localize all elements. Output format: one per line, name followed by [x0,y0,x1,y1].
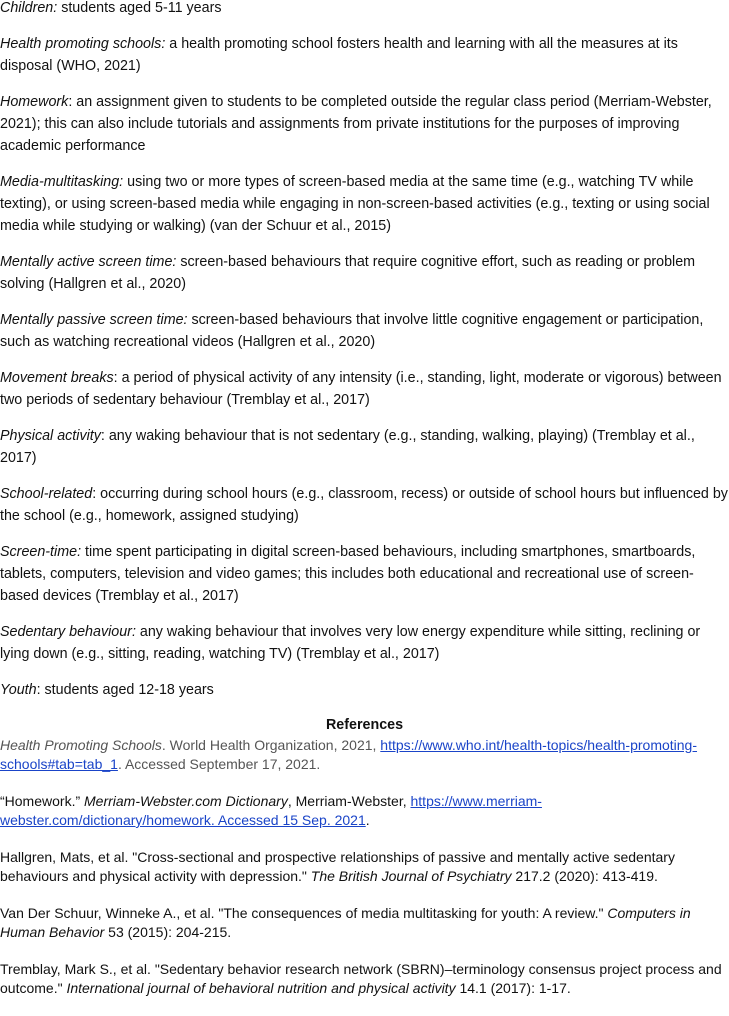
definition-homework [0,91,729,157]
definition-health-promoting-schools [0,33,729,77]
reference-text: Van Der Schuur, Winneke A., et al. "The consequences of media multitasking for youth: A review." [0,905,608,921]
definition-text: a health promoting school fosters health and learning with all the measures at its disposal (WHO, 2021) [0,36,678,74]
definition-children [0,0,729,19]
reference-text: “Homework.” [0,793,85,809]
reference-text: . [365,812,370,828]
reference-text: 217.2 (2020): 413-419. [511,868,658,884]
definition-physical-activity [0,425,729,469]
definition-text: : occurring during school hours (e.g., classroom, recess) or outside of school hours but influenced by the school (e.g., homework, assigned studying) [0,486,728,524]
term: Physical activity [0,428,101,444]
reference-text: , Merriam-Webster, [287,793,411,809]
reference-text: 14.1 (2017): 1-17. [455,980,571,996]
definition-screen-time [0,541,729,607]
term: Mentally active screen time: [0,254,177,270]
definition-text: : any waking behaviour that is not sedentary (e.g., standing, walking, playing) (Tremblay et al., 2017) [0,428,695,466]
term: Youth [0,682,37,698]
reference-journal: International journal of behavioral nutrition and physical activity [66,980,456,996]
reference-text: Hallgren, Mats, et al. "Cross-sectional and prospective relationships of passive and mentally active sedentary behaviours and physical activity with depression." [0,849,675,884]
reference-journal: The British Journal of Psychiatry [310,868,512,884]
definition-mentally-active-screen-time [0,251,729,295]
definition-mentally-passive-screen-time [0,309,729,353]
definition-text: : an assignment given to students to be completed outside the regular class period (Merriam-Webster, 2021); this can also include tutorials and assignments from private institutions for the purposes of improving academic performance [0,94,712,154]
definition-text: : students aged 12-18 years [36,682,214,698]
term: Homework [0,94,69,110]
term: Health promoting schools: [0,36,166,52]
reference-merriam-webster [0,792,729,830]
reference-title: Health Promoting Schools [0,737,162,753]
definition-sedentary-behaviour [0,621,729,665]
term: Sedentary behaviour: [0,624,136,640]
definition-text: : a period of physical activity of any intensity (i.e., standing, light, moderate or vigorous) between two periods of sedentary behaviour (Tremblay et al., 2017) [0,370,722,408]
reference-text: . World Health Organization, 2021, [161,737,381,753]
reference-van-der-schuur [0,904,729,942]
reference-text: . Accessed September 17, 2021. [117,756,321,772]
reference-text: 53 (2015): 204-215. [104,924,232,940]
reference-who [0,736,729,774]
reference-tremblay [0,960,729,998]
term: School-related [0,486,93,502]
term: Movement breaks [0,370,114,386]
definition-text: screen-based behaviours that involve little cognitive engagement or participation, such as watching recreational videos (Hallgren et al., 2020) [0,312,704,350]
reference-journal: Computers in Human Behavior [0,905,691,940]
term: Screen-time: [0,544,82,560]
definition-text: using two or more types of screen-based media at the same time (e.g., watching TV while texting), or using screen-based media while engaging in non-screen-based activities (e.g., texting or using social media while studying or walking) (van der Schuur et al., 2015) [0,174,710,234]
reference-title: Merriam-Webster.com Dictionary [84,793,288,809]
definition-movement-breaks [0,367,729,411]
reference-link[interactable]: https://www.merriam-webster.com/dictionary/homework. Accessed 15 Sep. 2021 [0,793,542,828]
definition-youth [0,679,729,701]
reference-hallgren [0,848,729,886]
term: Children: [0,0,58,16]
references-heading: References [325,717,404,733]
definition-text: any waking behaviour that involves very low energy expenditure while sitting, reclining or lying down (e.g., sitting, reading, watching TV) (Tremblay et al., 2017) [0,624,701,662]
term: Mentally passive screen time: [0,312,188,328]
reference-text: Tremblay, Mark S., et al. "Sedentary behavior research network (SBRN)–terminology consensus project process and outcome." [0,961,722,996]
term: Media-multitasking: [0,174,124,190]
definition-school-related [0,483,729,527]
reference-link[interactable]: https://www.who.int/health-topics/health-promoting-schools#tab=tab_1 [0,737,698,772]
definition-text: time spent participating in digital screen-based behaviours, including smartphones, smartboards, tablets, computers, television and video games; this includes both educational and recreational use of screen-based devices (Tremblay et al., 2017) [0,544,696,604]
definition-media-multitasking [0,171,729,237]
definition-text: screen-based behaviours that require cognitive effort, such as reading or problem solving (Hallgren et al., 2020) [0,254,696,292]
references-list [0,736,729,998]
definition-text: students aged 5-11 years [57,0,222,16]
